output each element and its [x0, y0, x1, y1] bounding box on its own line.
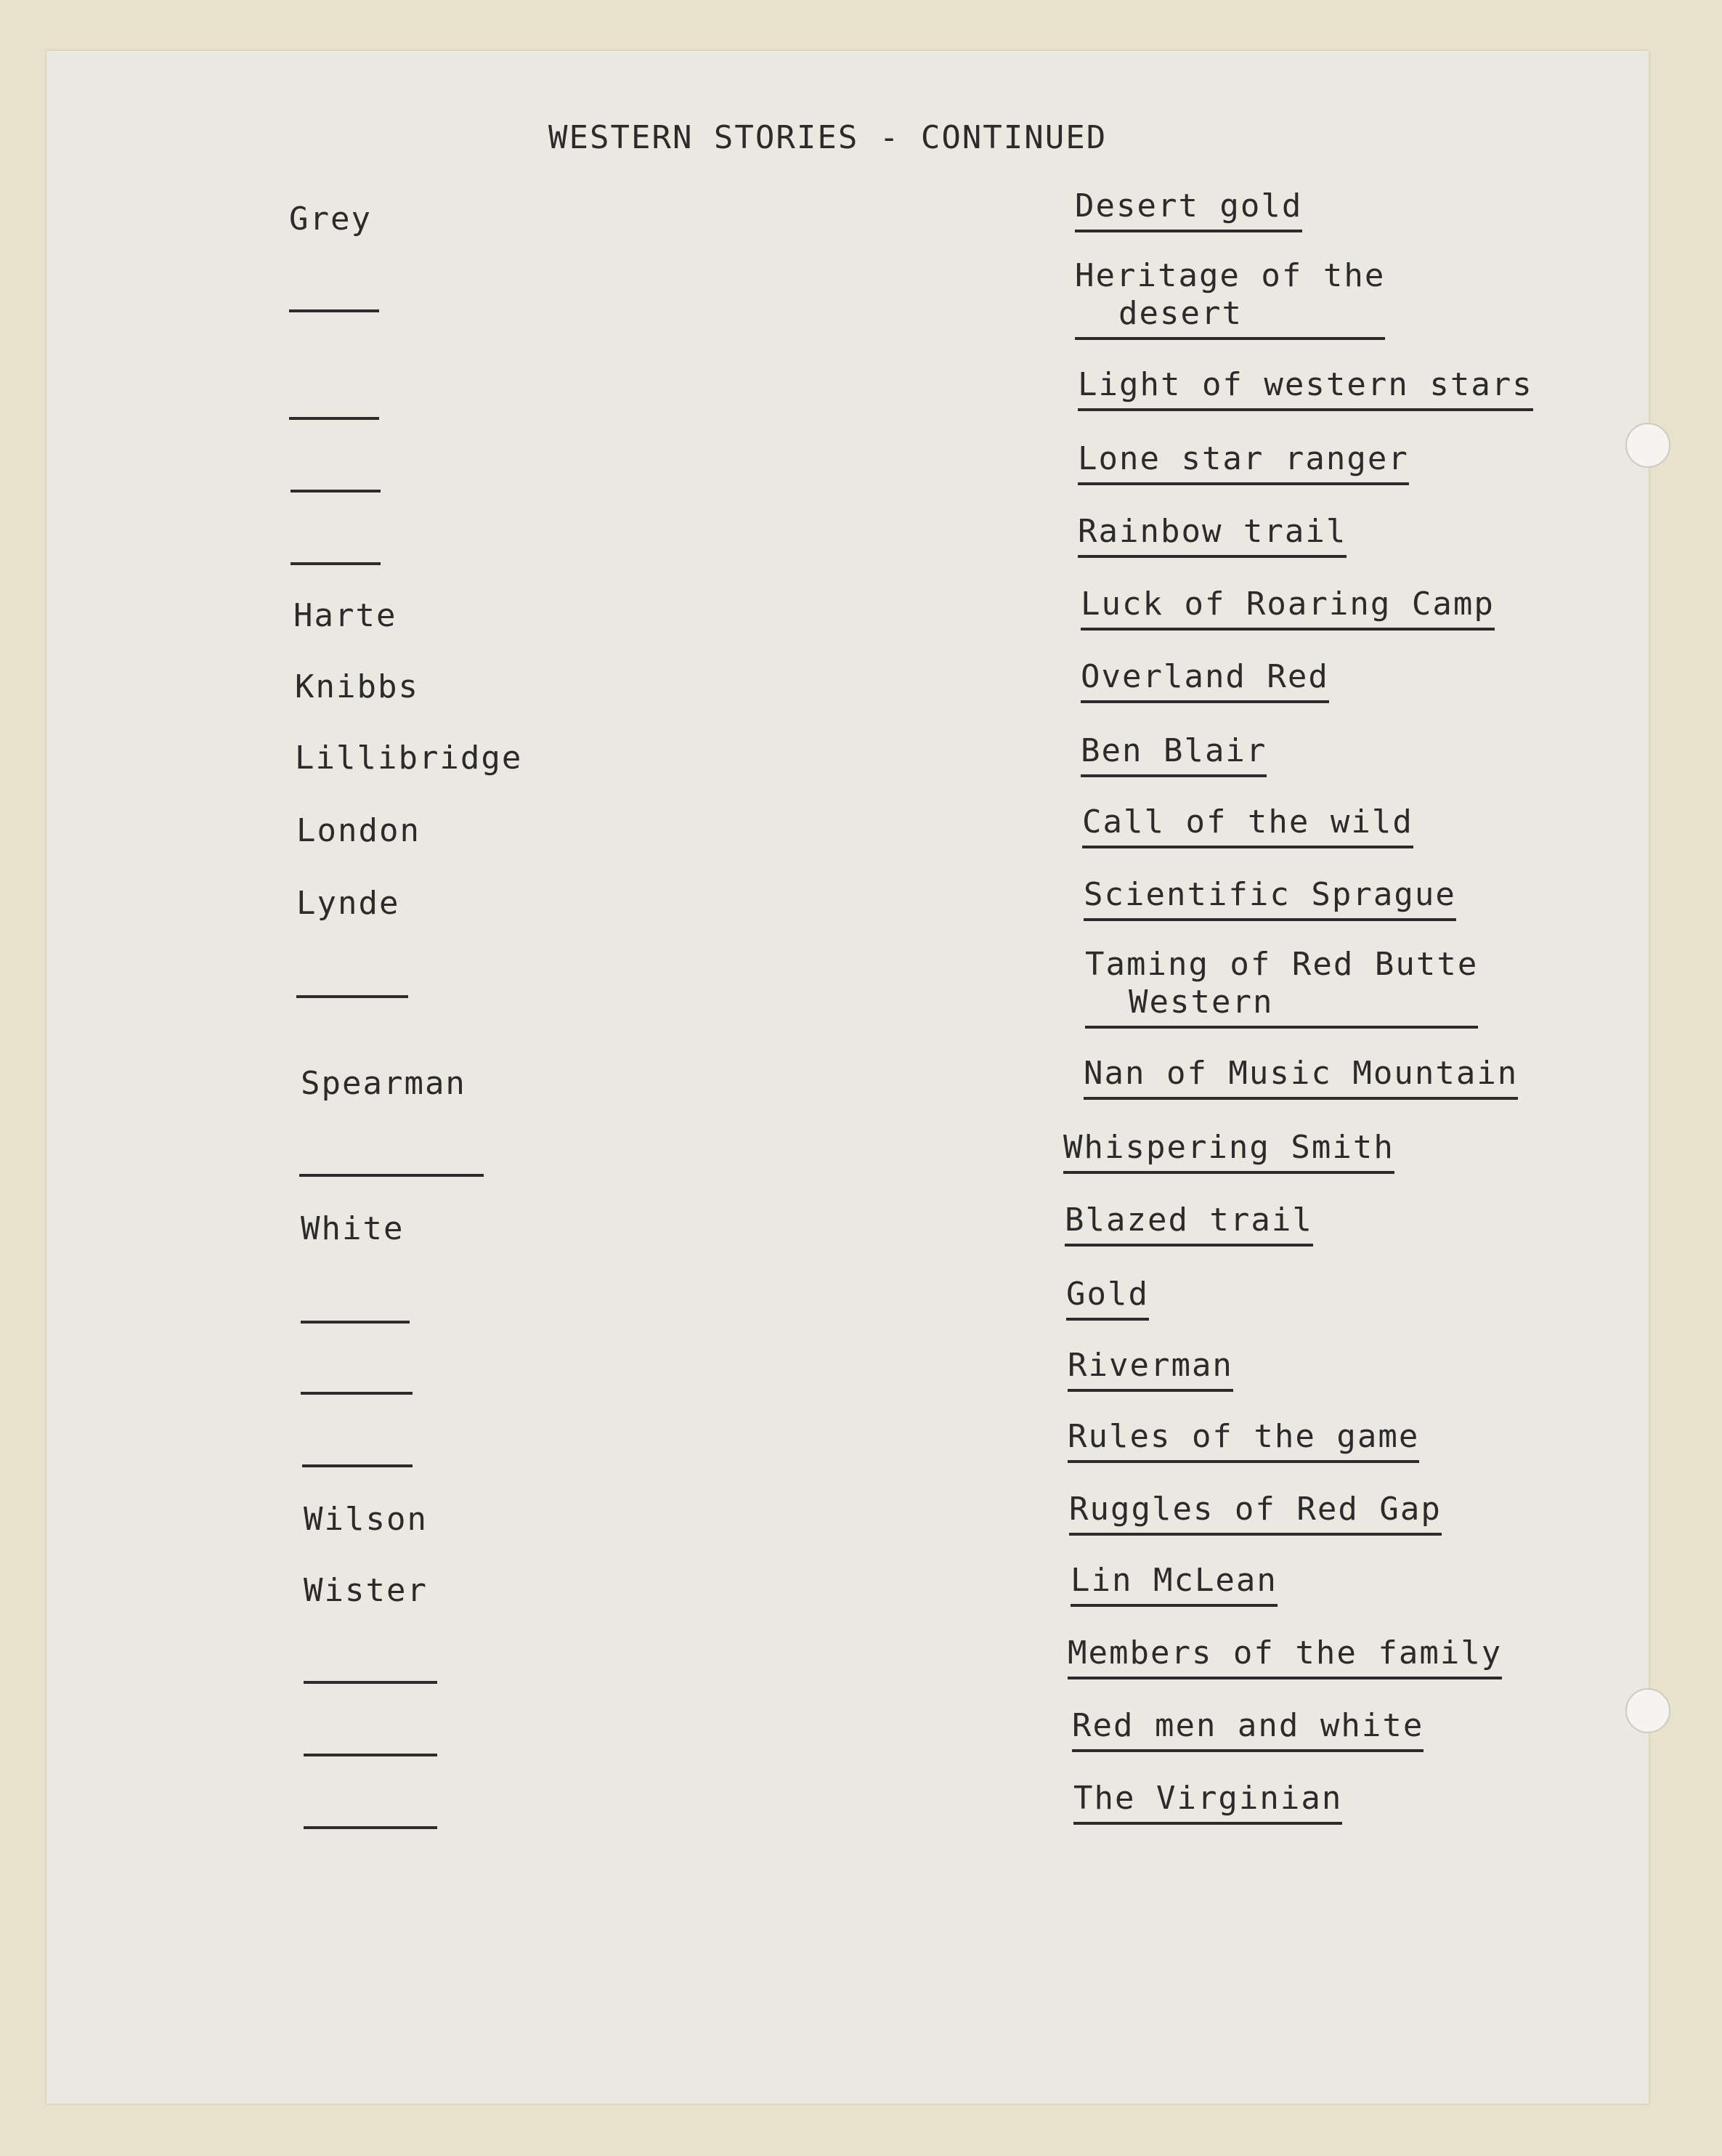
- author-name: Grey: [289, 200, 372, 238]
- author-name: Wister: [304, 1572, 428, 1609]
- book-title: Desert gold: [1075, 187, 1302, 232]
- book-title: Heritage of the desert: [1075, 257, 1385, 340]
- book-title: Riverman: [1068, 1347, 1233, 1392]
- book-title: Lone star ranger: [1078, 440, 1409, 485]
- ditto-mark: [304, 1681, 437, 1684]
- author-name: Lillibridge: [295, 739, 523, 777]
- ditto-mark: [301, 1392, 413, 1395]
- book-title: Ben Blair: [1081, 732, 1267, 777]
- book-title: Rules of the game: [1068, 1418, 1419, 1463]
- author-name: Lynde: [296, 885, 400, 922]
- book-title: Taming of Red Butte Western: [1085, 946, 1478, 1029]
- book-title: Lin McLean: [1071, 1562, 1278, 1607]
- punch-hole-bottom: [1625, 1688, 1670, 1733]
- author-name: Harte: [293, 597, 397, 634]
- book-title: Nan of Music Mountain: [1084, 1055, 1518, 1100]
- author-name: White: [301, 1210, 405, 1247]
- ditto-mark: [304, 1754, 437, 1756]
- book-title: Members of the family: [1068, 1634, 1502, 1679]
- author-name: Wilson: [304, 1501, 428, 1538]
- book-title: Call of the wild: [1082, 803, 1413, 848]
- book-title: Whispering Smith: [1063, 1129, 1394, 1174]
- ditto-mark: [304, 1826, 437, 1829]
- ditto-mark: [301, 1321, 410, 1324]
- book-title: Rainbow trail: [1078, 513, 1347, 558]
- book-title: Overland Red: [1081, 658, 1329, 703]
- book-title: The Virginian: [1073, 1780, 1342, 1825]
- author-name: Spearman: [301, 1065, 466, 1102]
- ditto-mark: [291, 490, 381, 493]
- ditto-mark: [296, 995, 408, 998]
- book-title: Luck of Roaring Camp: [1081, 585, 1495, 631]
- ditto-mark: [302, 1464, 413, 1467]
- ditto-mark: [289, 417, 379, 420]
- book-title: Scientific Sprague: [1084, 876, 1456, 921]
- book-title: Blazed trail: [1065, 1201, 1313, 1247]
- punch-hole-top: [1625, 423, 1670, 468]
- book-title: Ruggles of Red Gap: [1069, 1491, 1442, 1536]
- page-title: WESTERN STORIES - CONTINUED: [548, 119, 1108, 156]
- book-title: Red men and white: [1072, 1707, 1424, 1752]
- ditto-mark: [291, 562, 381, 565]
- author-name: London: [296, 812, 421, 849]
- ditto-mark: [299, 1174, 484, 1177]
- author-name: Knibbs: [295, 668, 419, 705]
- book-title: Gold: [1066, 1276, 1149, 1321]
- book-title: Light of western stars: [1078, 366, 1533, 411]
- ditto-mark: [289, 309, 379, 312]
